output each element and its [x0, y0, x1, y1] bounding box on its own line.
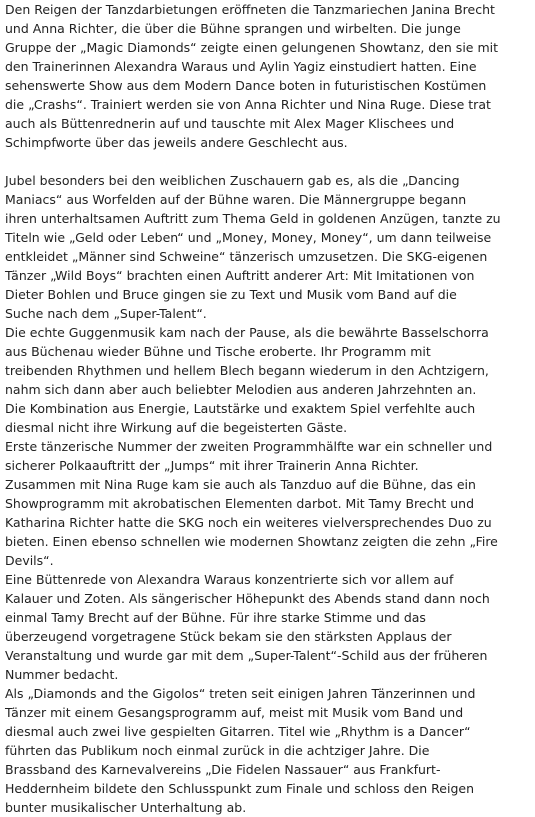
paragraph-line: Suche nach dem „Super-Talent“.	[5, 306, 207, 321]
paragraph-line: Katharina Richter hatte die SKG noch ein weiteres vielversprechendes Duo zu	[5, 515, 492, 530]
paragraph-line: Tänzer mit einem Gesangsprogramm auf, meist mit Musik vom Band und	[5, 705, 464, 720]
paragraph-line: Die Kombination aus Energie, Lautstärke und exaktem Spiel verfehlte auch	[5, 401, 476, 416]
paragraph-line: diesmal nicht ihre Wirkung auf die begeisterten Gäste.	[5, 420, 348, 435]
paragraph-line: Tänzer „Wild Boys“ brachten einen Auftritt anderer Art: Mit Imitationen von	[5, 268, 475, 283]
paragraph-line: Gruppe der „Magic Diamonds“ zeigte einen gelungenen Showtanz, den sie mit	[5, 40, 499, 55]
paragraph-spacer	[5, 152, 535, 171]
paragraph-line: Zusammen mit Nina Ruge kam sie auch als Tanzduo auf die Bühne, das ein	[5, 477, 476, 492]
article-paragraph	[5, 171, 535, 323]
paragraph-line: treibenden Rhythmen und hellem Blech begann wiederum in den Achtzigern,	[5, 363, 489, 378]
article-paragraph	[5, 323, 535, 437]
paragraph-line: führten das Publikum noch einmal zurück in die achtziger Jahre. Die	[5, 743, 430, 758]
paragraph-line: Jubel besonders bei den weiblichen Zuschauern gab es, als die „Dancing	[5, 173, 460, 188]
paragraph-line: Den Reigen der Tanzdarbietungen eröffneten die Tanzmariechen Janina Brecht	[5, 2, 495, 17]
article-paragraph	[5, 684, 535, 817]
paragraph-line: die „Crashs“. Trainiert werden sie von Anna Richter und Nina Ruge. Diese trat	[5, 97, 491, 112]
paragraph-line: einmal Tamy Brecht auf der Bühne. Für ihre starke Stimme und das	[5, 610, 426, 625]
paragraph-line: bieten. Einen ebenso schnellen wie modernen Showtanz zeigten die zehn „Fire	[5, 534, 498, 549]
paragraph-line: Erste tänzerische Nummer der zweiten Programmhälfte war ein schneller und	[5, 439, 493, 454]
article-paragraph	[5, 0, 535, 152]
paragraph-line: aus Büchenau wieder Bühne und Tische eroberte. Ihr Programm mit	[5, 344, 431, 359]
paragraph-line: Schimpfworte über das jeweils andere Geschlecht aus.	[5, 135, 348, 150]
paragraph-line: Kalauer und Zoten. Als sängerischer Höhepunkt des Abends stand dann noch	[5, 591, 490, 606]
paragraph-line: sehenswerte Show aus dem Modern Dance boten in futuristischen Kostümen	[5, 78, 487, 93]
paragraph-line: nahm sich dann aber auch beliebter Melodien aus anderen Jahrzehnten an.	[5, 382, 477, 397]
paragraph-line: Titeln wie „Geld oder Leben“ und „Money, Money, Money“, um dann teilweise	[5, 230, 492, 245]
paragraph-line: und Anna Richter, die über die Bühne sprangen und wirbelten. Die junge	[5, 21, 461, 36]
paragraph-line: Devils“.	[5, 553, 54, 568]
paragraph-line: entkleidet „Männer sind Schweine“ tänzerisch umzusetzen. Die SKG-eigenen	[5, 249, 488, 264]
paragraph-line: Die echte Guggenmusik kam nach der Pause, als die bewährte Basselschorra	[5, 325, 489, 340]
paragraph-line: Eine Büttenrede von Alexandra Waraus konzentrierte sich vor allem auf	[5, 572, 454, 587]
paragraph-line: Dieter Bohlen und Bruce gingen sie zu Text und Musik vom Band auf die	[5, 287, 457, 302]
paragraph-line: Maniacs“ aus Worfelden auf der Bühne waren. Die Männergruppe begann	[5, 192, 467, 207]
paragraph-line: ihren unterhaltsamen Auftritt zum Thema Geld in goldenen Anzügen, tanzte zu	[5, 211, 501, 226]
paragraph-line: den Trainerinnen Alexandra Waraus und Aylin Yagiz einstudiert hatten. Eine	[5, 59, 477, 74]
paragraph-line: überzeugend vorgetragene Stück bekam sie den stärksten Applaus der	[5, 629, 452, 644]
article-paragraph	[5, 437, 535, 570]
article-paragraph	[5, 570, 535, 684]
paragraph-line: Heddernheim bildete den Schlusspunkt zum Finale und schloss den Reigen	[5, 781, 475, 796]
paragraph-line: sicherer Polkaauftritt der „Jumps“ mit ihrer Trainerin Anna Richter.	[5, 458, 419, 473]
paragraph-line: Als „Diamonds and the Gigolos“ treten seit einigen Jahren Tänzerinnen und	[5, 686, 476, 701]
paragraph-line: Showprogramm mit akrobatischen Elementen darbot. Mit Tamy Brecht und	[5, 496, 475, 511]
paragraph-line: diesmal auch zwei live gespielten Gitarren. Titel wie „Rhythm is a Dancer“	[5, 724, 471, 739]
paragraph-line: Veranstaltung und wurde gar mit dem „Super-Talent“-Schild aus der früheren	[5, 648, 488, 663]
paragraph-line: Brassband des Karnevalvereins „Die Fidelen Nassauer“ aus Frankfurt-	[5, 762, 441, 777]
paragraph-line: auch als Büttenrednerin auf und tauschte mit Alex Mager Klischees und	[5, 116, 455, 131]
paragraph-line: Nummer bedacht.	[5, 667, 119, 682]
paragraph-line: bunter musikalischer Unterhaltung ab.	[5, 800, 247, 815]
